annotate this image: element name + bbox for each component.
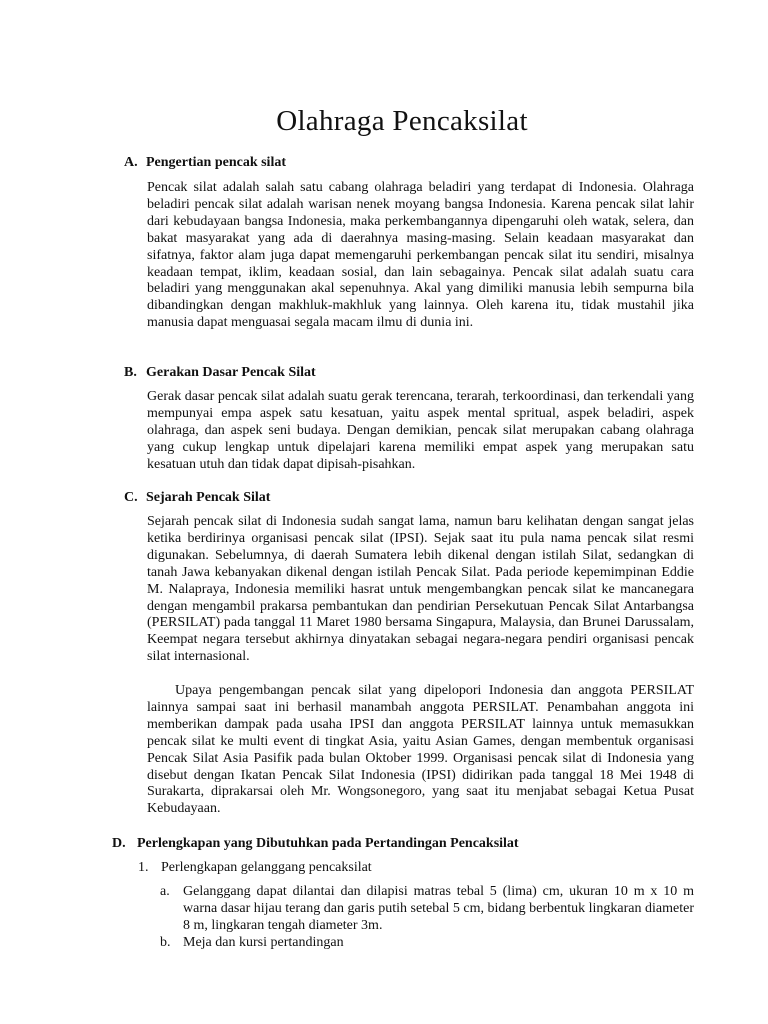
subsection-title-1: Perlengkapan gelanggang pencaksilat <box>161 860 372 875</box>
list-marker-b: b. <box>160 935 171 950</box>
section-marker-a: A. <box>124 155 138 170</box>
list-text-a: Gelanggang dapat dilantai dan dilapisi matras tebal 5 (lima) cm, ukuran 10 m x 10 m warna dasar hijau terang dan garis putih setebal 5 cm, bidang berbentuk lingkaran diameter 8 m, lingkaran tengah diameter 3m. <box>183 884 694 933</box>
subsection-1 <box>138 859 372 876</box>
section-marker-d: D. <box>112 836 126 851</box>
section-heading-b <box>124 364 316 382</box>
section-marker-c: C. <box>124 490 138 505</box>
section-marker-b: B. <box>124 365 137 380</box>
section-c-paragraph-1: Sejarah pencak silat di Indonesia sudah sangat lama, namun baru kelihatan dengan sangat jelas ketika berdirinya organisasi pencak silat (IPSI). Sejak saat itu pula nama pencak silat resmi digunakan. Sebelumnya, di daerah Sumatera lebih dikenal dengan istilah Silat, sedangkan di tanah Jawa kebanyakan dikenal dengan istilah Pencak Silat. Pada periode kepemimpinan Eddie M. Nalapraya, Indonesia memiliki hasrat untuk mengembangkan pencak silat ke mancanegara dengan mengambil prakarsa pembantukan dan pendirian Persekutuan Pencak Silat Antarbangsa (PERSILAT) pada tanggal 11 Maret 1980 bersama Singapura, Malaysia, dan Brunei Darussalam, Keempat negara tersebut akhirnya dinyatakan sebagai negara-negara pendiri organisasi pencak silat internasional. <box>147 514 694 665</box>
document-title: Olahraga Pencaksilat <box>276 105 528 137</box>
section-title-d: Perlengkapan yang Dibutuhkan pada Pertandingan Pencaksilat <box>137 836 519 851</box>
list-item-b <box>160 935 694 952</box>
list-marker-a: a. <box>160 884 170 899</box>
section-c-paragraph-2: Upaya pengembangan pencak silat yang dipelopori Indonesia dan anggota PERSILAT lainnya sampai saat ini berhasil manambah anggota PERSILAT. Penambahan anggota ini memberikan dampak pada usaha IPSI dan anggota PERSILAT lainnya untuk memasukkan pencak silat ke multi event di tingkat Asia, yaitu Asian Games, dengan membentuk organisasi Pencak Silat Asia Pasifik pada bulan Oktober 1999. Organisasi pencak silat di Indonesia yang disebut dengan Ikatan Pencak Silat Indonesia (IPSI) didirikan pada tanggal 18 Mei 1948 di Surakarta, diprakarsai oleh Mr. Wongsonegoro, yang saat itu menjabat sebagai Ketua Pusat Kebudayaan. <box>147 683 694 817</box>
section-heading-d <box>112 835 519 853</box>
section-title-a: Pengertian pencak silat <box>146 155 286 170</box>
section-heading-a <box>124 154 286 172</box>
section-title-b: Gerakan Dasar Pencak Silat <box>146 365 316 380</box>
section-heading-c <box>124 489 270 507</box>
subsection-marker-1: 1. <box>138 860 149 875</box>
section-title-c: Sejarah Pencak Silat <box>146 490 271 505</box>
section-a-paragraph: Pencak silat adalah salah satu cabang olahraga beladiri yang terdapat di Indonesia. Olahraga beladiri pencak silat adalah warisan nenek moyang bangsa Indonesia. Karena pencak silat lahir dari kebudayaan bangsa Indonesia, maka perkembangannya dipengaruhi oleh watak, selera, dan bakat masyarakat yang ada di daerahnya masing-masing. Selain keadaan masyarakat dan sifatnya, faktor alam juga dapat memengaruhi perkembangan pencak silat itu sendiri, misalnya keadaan tempat, iklim, keadaan sosial, dan lain sebagainya. Pencak silat adalah suatu cara beladiri yang menggunakan akal sepenuhnya. Akal yang dimiliki manusia lebih sempurna bila dibandingkan dengan makhluk-makhluk yang lainnya. Oleh karena itu, tidak mustahil jika manusia dapat menguasai segala macam ilmu di dunia ini. <box>147 180 694 331</box>
list-text-b: Meja dan kursi pertandingan <box>183 935 344 950</box>
list-item-a <box>160 884 694 935</box>
section-b-paragraph: Gerak dasar pencak silat adalah suatu gerak terencana, terarah, terkoordinasi, dan terkendali yang mempunyai empa aspek satu kesatuan, yaitu aspek mental spritual, aspek beladiri, aspek olahraga, dan aspek seni budaya. Dengan demikian, pencak silat merupakan cabang olahraga yang cukup lengkap untuk dipelajari karena memiliki empat aspek yang merupakan satu kesatuan utuh dan tidak dapat dipisah-pisahkan. <box>147 389 694 472</box>
